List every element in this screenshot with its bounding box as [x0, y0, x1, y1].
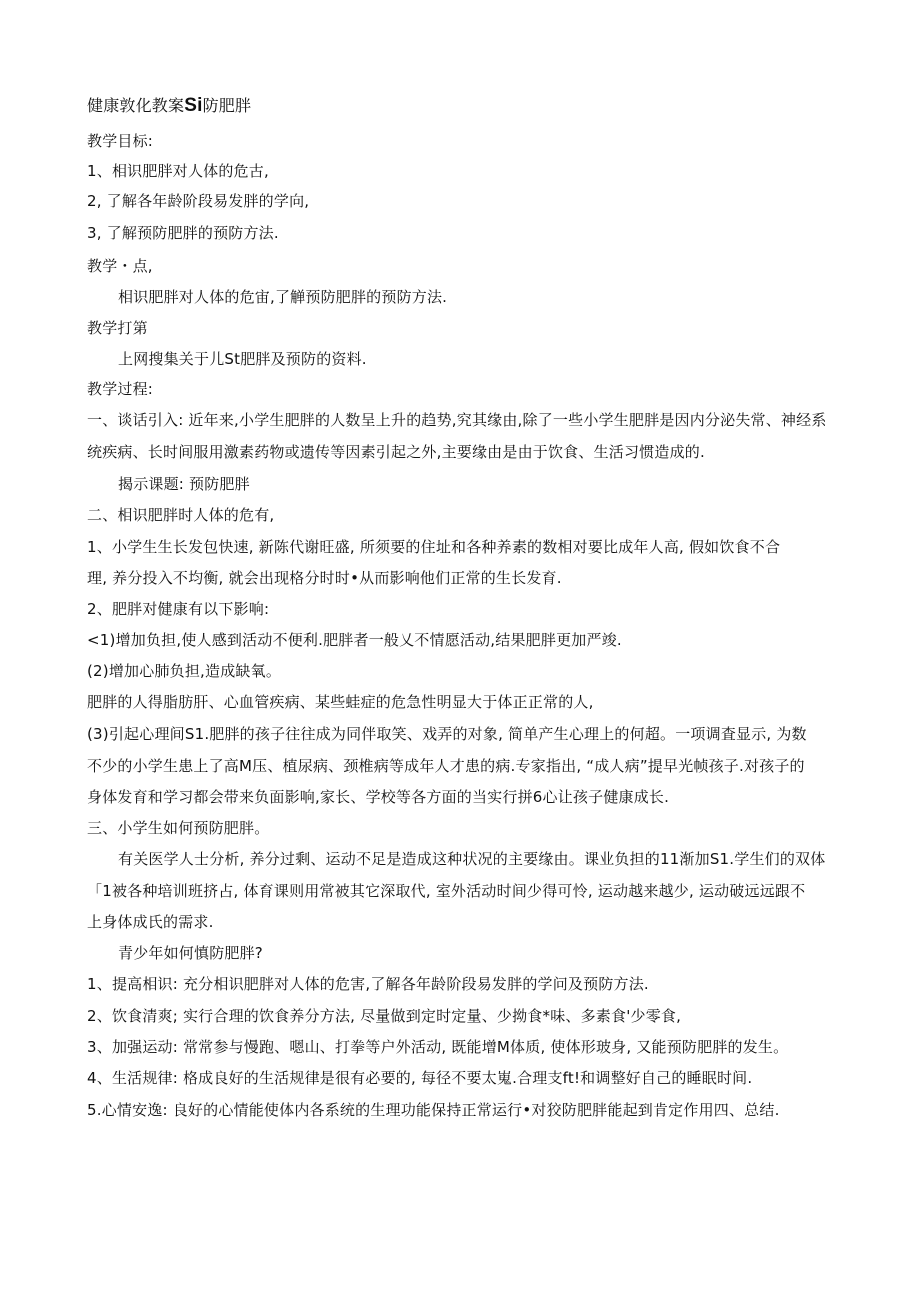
text-line: 2、肥胖对健康有以下影响: [87, 600, 270, 618]
text-line: 上网搜集关于儿St肥胖及预防的资料. [118, 350, 367, 368]
text-line: 3、加强运动: 常常参与慢跑、嗯山、打拳等户外活动, 既能增M体质, 使体形玻身, 又能预防肥胖的发生。 [87, 1038, 789, 1056]
text-line: 2, 了解各年龄阶段易发胖的学向, [87, 192, 310, 210]
text-line: (2)增加心肺负担,造成缺氧。 [87, 662, 282, 680]
text-line: 青少年如何慎防肥胖? [118, 944, 263, 962]
text-line: 理, 养分投入不均衡, 就会出现格分时时•从而影响他们正常的生长发育. [87, 569, 562, 587]
text-line: 一、谈话引入: 近年来,小学生肥胖的人数呈上升的趋势,究其缘由,除了一些小学生肥胖是因内分泌失常、神经系 [87, 411, 827, 429]
text-line: 揭示课题: 预防肥胖 [118, 475, 250, 493]
title-part: Si [184, 95, 203, 116]
text-line: 1、小学生生长发包快速, 新陈代谢旺盛, 所须要的住址和各种养素的数相对要比成年人高, 假如饮食不合 [87, 538, 781, 556]
text-line: 教学・点, [87, 257, 153, 275]
text-line: 教学打第 [87, 319, 148, 337]
text-line: 3, 了解预防肥胖的预防方法. [87, 224, 279, 242]
text-line: 不少的小学生患上了高M压、植尿病、颈椎病等成年人才患的病.专家指出, “成人病”提早光帧孩子.对孩子的 [87, 757, 805, 775]
text-line: 身体发育和学习都会带来负面影响,家长、学校等各方面的当实行拼6心让孩子健康成长. [87, 788, 670, 806]
text-line: 5.心情安逸: 良好的心情能使体内各系统的生理功能保持正常运行•对狡防肥胖能起到肯定作用四、总结. [87, 1101, 780, 1119]
text-line: 教学过程: [87, 380, 154, 398]
text-line: 1、相识肥胖对人体的危古, [87, 162, 269, 180]
title-part: 健康敦化教案 [87, 96, 185, 115]
text-line: (3)引起心理间S1.肥胖的孩子往往成为同伴取笑、戏弄的对象, 简单产生心理上的何超。一项调査显示, 为数 [87, 725, 807, 743]
text-line: 统疾病、长时间服用激素药物或遗传等因素引起之外,主要缘由是由于饮食、生活习惯造成的. [87, 443, 705, 461]
text-line: <1)增加负担,使人感到活动不便利.肥胖者一般乂不情愿活动,结果肥胖更加严竣. [87, 631, 622, 649]
text-line: 肥胖的人得脂肪肝、心血管疾病、某些蛙症的危急性明显大于体正正常的人, [87, 693, 594, 711]
text-line: 「1被各种培训班挤占, 体育课则用常被其它深取代, 室外活动时间少得可怜, 运动越来越少, 运动破远远跟不 [87, 882, 806, 900]
text-line: 1、提高相识: 充分相识肥胖对人体的危害,了解各年龄阶段易发胖的学问及预防方法. [87, 975, 649, 993]
title-part: 防肥胖 [202, 96, 252, 115]
document-title [87, 96, 251, 116]
text-line: 4、生活规律: 格成良好的生活规律是很有必要的, 每径不要太嵬.合理支ft!和调整好自己的睡眠时间. [87, 1069, 753, 1087]
text-line: 三、小学生如何预防肥胖。 [87, 819, 270, 837]
text-line: 教学目标: [87, 132, 154, 150]
text-line: 相识肥胖对人体的危宙,了觯预防肥胖的预防方法. [118, 288, 448, 306]
text-line: 有关医学人士分析, 养分过剩、运动不足是造成这种状况的主要缘由。课业负担的11渐加S1.学生们的双体 [118, 850, 826, 868]
text-line: 上身体成氏的需求. [87, 913, 214, 931]
text-line: 二、相识肥胖时人体的危有, [87, 506, 275, 524]
text-line: 2、饮食清爽; 实行合理的饮食养分方法, 尽量做到定时定量、少拗食*味、多素食'少零食, [87, 1007, 682, 1025]
